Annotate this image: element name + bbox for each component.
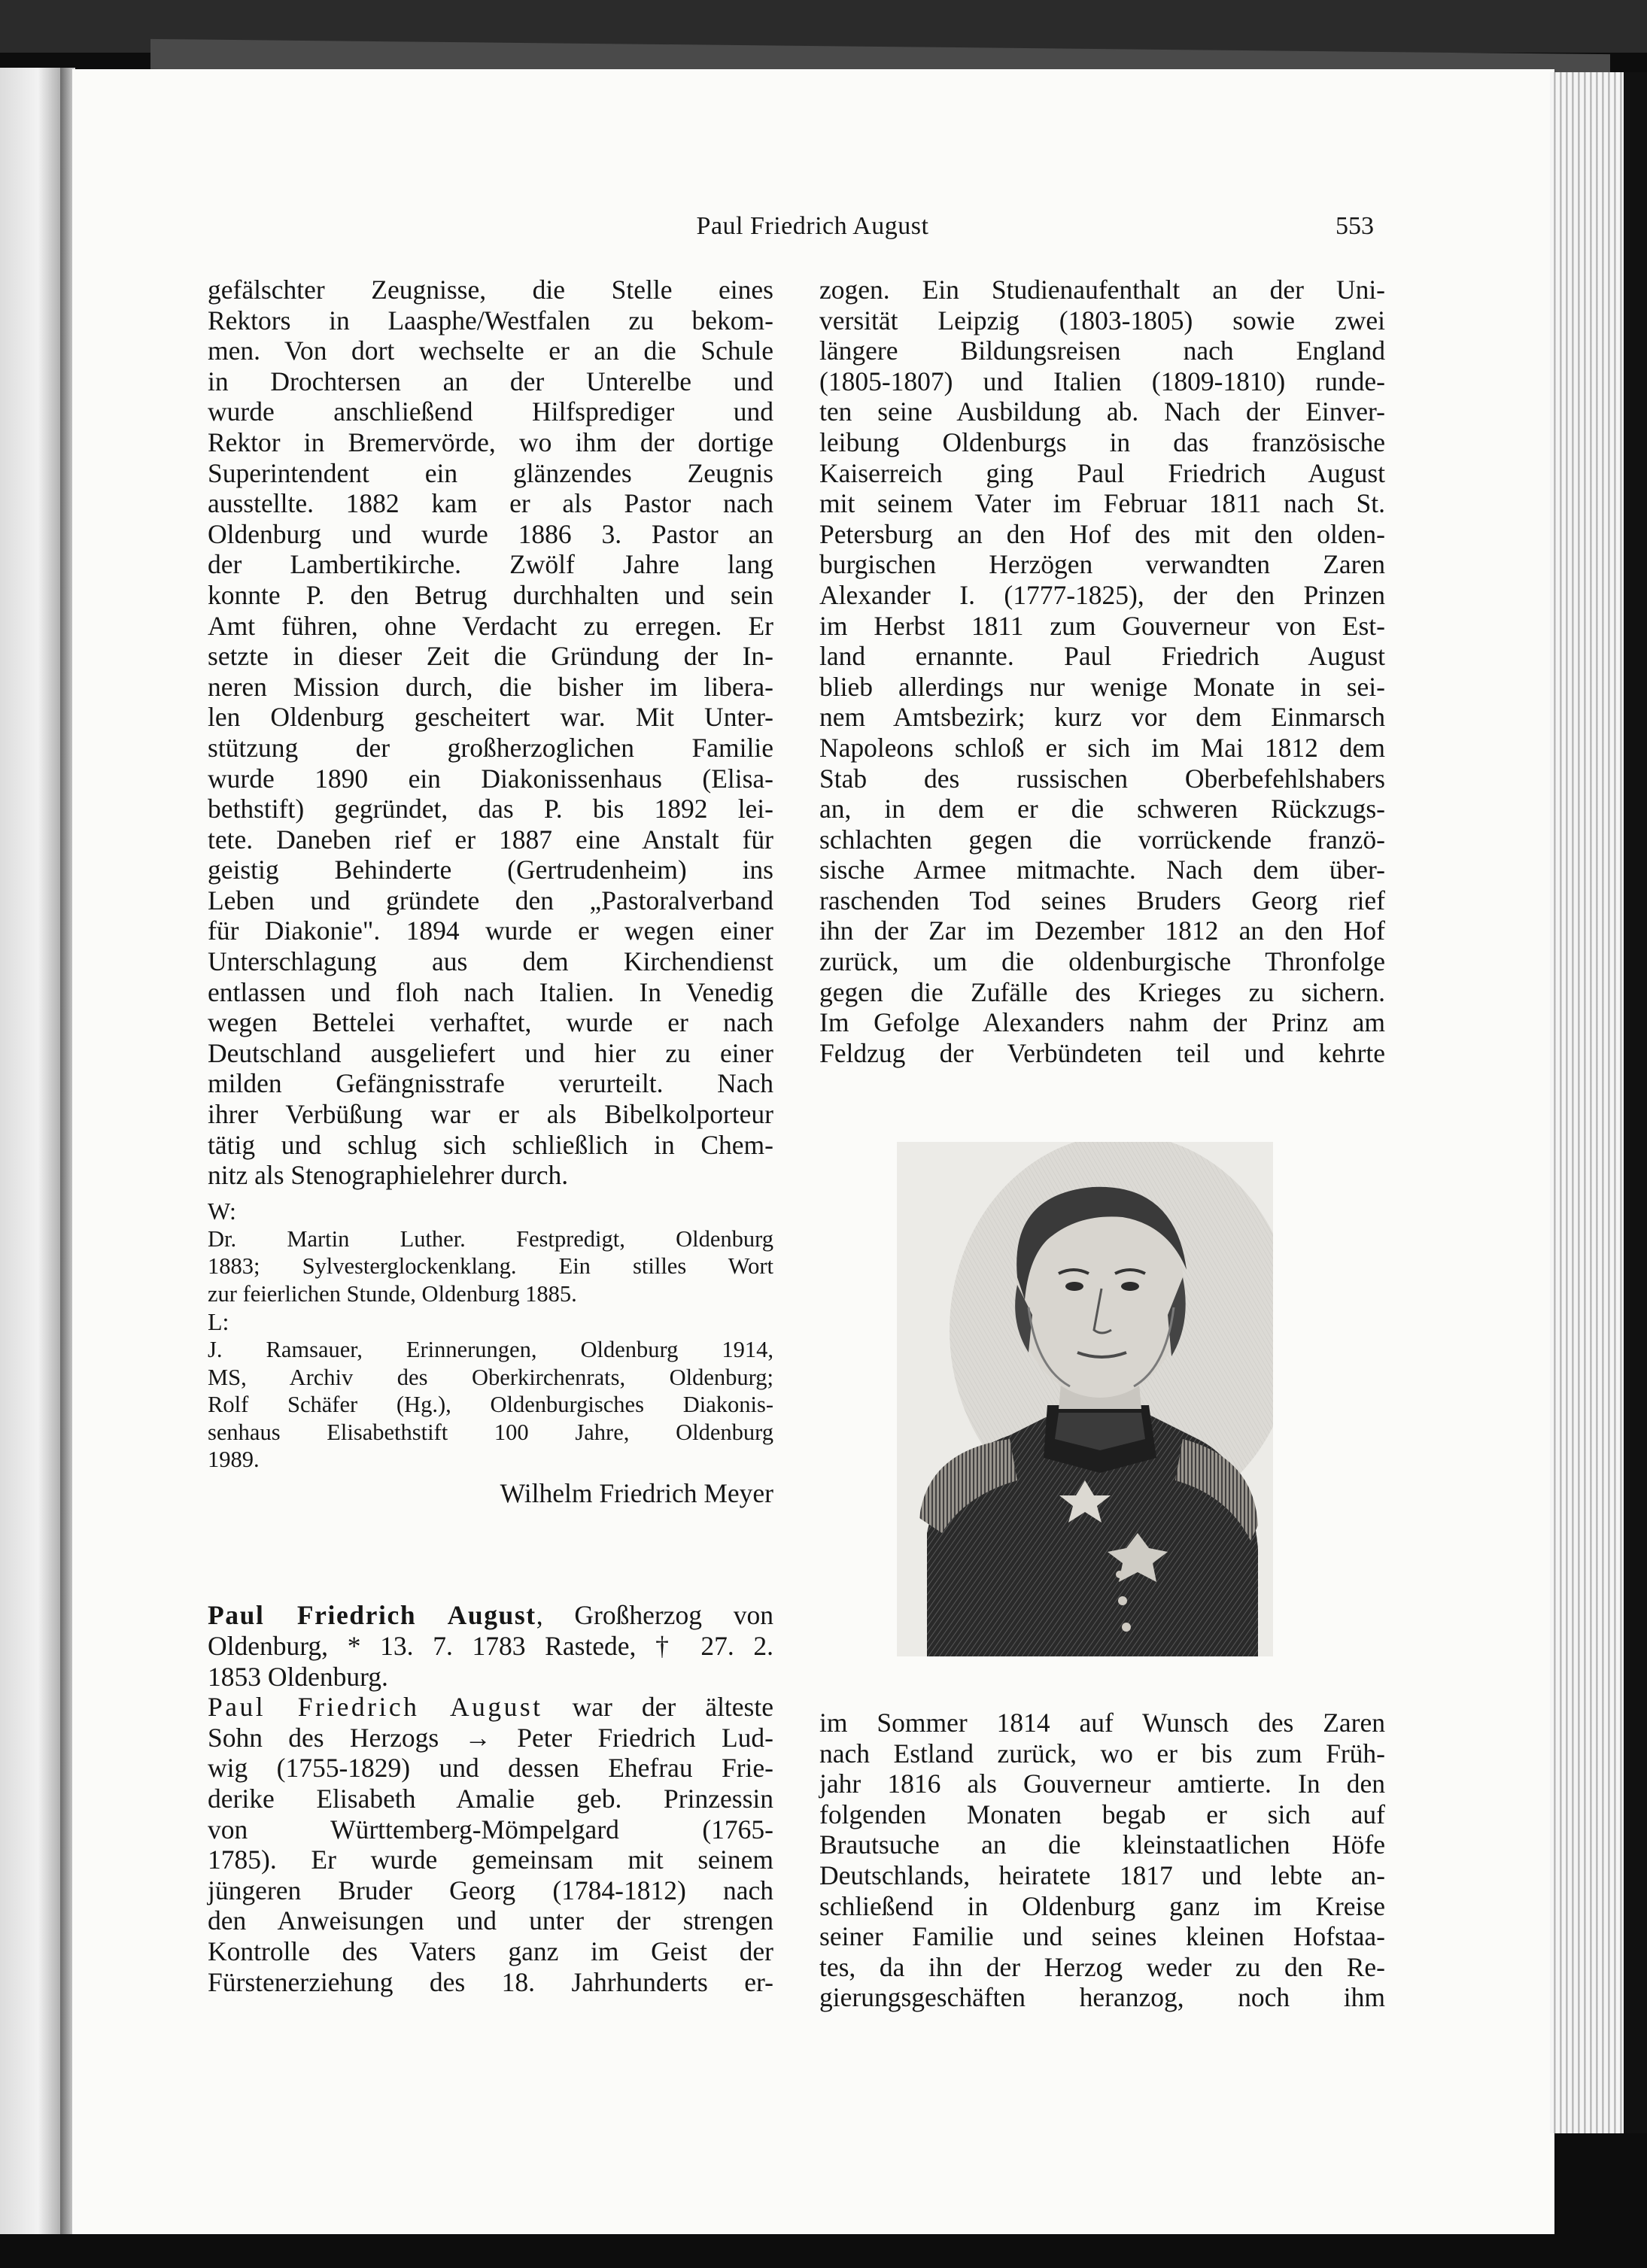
text-line: wurde 1890 ein Diakonissenhaus (Elisa- [208, 763, 773, 794]
text-line: land ernannte. Paul Friedrich August [819, 641, 1385, 672]
text-line: in Drochtersen an der Unterelbe und [208, 366, 773, 396]
text-line: Stab des russischen Oberbefehlshabers [819, 763, 1385, 794]
text-line: 1883; Sylvesterglockenklang. Ein stilles Wort [208, 1253, 773, 1280]
text-line: entlassen und floh nach Italien. In Venedig [208, 976, 773, 1007]
text-line: neren Mission durch, die bisher im libera- [208, 671, 773, 702]
text-line: Alexander I. (1777-1825), der den Prinzen [819, 579, 1385, 610]
text-line: leibung Oldenburgs in das französische [819, 427, 1385, 457]
text-line: wurde anschließend Hilfsprediger und [208, 396, 773, 427]
text-line: sische Armee mitmachte. Nach dem über- [819, 855, 1385, 885]
text-line: zurück, um die oldenburgische Thronfolge [819, 946, 1385, 977]
text-line: von Württemberg-Mömpelgard (1765- [208, 1814, 773, 1844]
entry-body-lines [208, 1723, 773, 1997]
text-line: zur feierlichen Stunde, Oldenburg 1885. [208, 1280, 577, 1307]
text-line: nem Amtsbezirk; kurz vor dem Einmarsch [819, 702, 1385, 733]
article-author: Wilhelm Friedrich Meyer [500, 1477, 773, 1508]
running-title: Paul Friedrich August [696, 212, 929, 240]
text-line: ihn der Zar im Dezember 1812 an den Hof [819, 915, 1385, 946]
entry-place: 1853 Oldenburg. [208, 1661, 388, 1692]
text-line: versität Leipzig (1803-1805) sowie zwei [819, 305, 1385, 335]
text-line: tete. Daneben rief er 1887 eine Anstalt für [208, 824, 773, 855]
text-line: Kontrolle des Vaters ganz im Geist der [208, 1936, 773, 1966]
text-line: längere Bildungsreisen nach England [819, 335, 1385, 366]
text-line: gierungsgeschäften heranzog, noch ihm [819, 1982, 1385, 2013]
left-column [208, 275, 773, 1997]
text-line: Superintendent ein glänzendes Zeugnis [208, 457, 773, 488]
text-line: bethstift) gegründet, das P. bis 1892 lei- [208, 794, 773, 824]
text-line: Feldzug der Verbündeten teil und kehrte [819, 1037, 1385, 1068]
engraved-portrait-icon [897, 1142, 1273, 1656]
text-line: ausstellte. 1882 kam er als Pastor nach [208, 488, 773, 519]
previous-page-edge [0, 68, 63, 2234]
portrait-image [897, 1142, 1273, 1656]
text-line: len Oldenburg gescheitert war. Mit Unter- [208, 702, 773, 733]
literature-label: L: [208, 1308, 229, 1336]
text-line: schließend in Oldenburg ganz im Kreise [819, 1890, 1385, 1921]
text-line: Deutschland ausgeliefert und hier zu einer [208, 1037, 773, 1068]
text-line: nach Estland zurück, wo er bis zum Früh- [819, 1738, 1385, 1769]
text-line: tes, da ihn der Herzog weder zu den Re- [819, 1951, 1385, 1982]
text-line: Im Gefolge Alexanders nahm der Prinz am [819, 1007, 1385, 1038]
edge-shadow [1624, 72, 1647, 2133]
text-line: burgischen Herzögen verwandten Zaren [819, 549, 1385, 580]
page-stack-edges [1550, 72, 1625, 2133]
text-line: Oldenburg und wurde 1886 3. Pastor an [208, 518, 773, 549]
text-line: wig (1755-1829) und dessen Ehefrau Frie- [208, 1753, 773, 1784]
text-line: geistig Behinderte (Gertrudenheim) ins [208, 855, 773, 885]
text-line: Unterschlagung aus dem Kirchendienst [208, 946, 773, 977]
entry-heading [208, 1600, 773, 1692]
text-line: ihrer Verbüßung war er als Bibelkolporteur [208, 1099, 773, 1130]
text-line: den Anweisungen und unter der strengen [208, 1905, 773, 1936]
text-line: der Lambertikirche. Zwölf Jahre lang [208, 549, 773, 580]
previous-entry-text [208, 275, 773, 1191]
text-line: Fürstenerziehung des 18. Jahrhunderts er- [208, 1966, 773, 1997]
text-line: jahr 1816 als Gouverneur amtierte. In den [819, 1769, 1385, 1799]
text-line: MS, Archiv des Oberkirchenrats, Oldenburg; [208, 1364, 773, 1390]
page-number: 553 [1336, 212, 1374, 240]
text-line: (1805-1807) und Italien (1809-1810) runde- [819, 366, 1385, 396]
text-line: seiner Familie und seines kleinen Hofstaa- [819, 1921, 1385, 1952]
text-line: blieb allerdings nur wenige Monate in sei- [819, 671, 1385, 702]
text-line: an, in dem er die schweren Rückzugs- [819, 794, 1385, 824]
text-line: Brautsuche an die kleinstaatlichen Höfe [819, 1829, 1385, 1860]
works-list [208, 1225, 773, 1308]
entry-title-rest: , Großherzog von [536, 1600, 773, 1631]
text-line: tätig und schlug sich schließlich in Chem- [208, 1129, 773, 1160]
text-line: Sohn des Herzogs → Peter Friedrich Lud- [208, 1722, 773, 1753]
right-column-bottom [819, 1708, 1385, 2013]
entry-dates: Oldenburg, * 13. 7. 1783 Rastede, † 27. 2. [208, 1631, 773, 1661]
entry-body-name: Paul Friedrich August [208, 1692, 543, 1723]
text-line: 1785). Er wurde gemeinsam mit seinem [208, 1844, 773, 1875]
text-line: raschenden Tod seines Bruders Georg rief [819, 885, 1385, 915]
text-line: Amt führen, ohne Verdacht zu erregen. Er [208, 610, 773, 641]
text-line: jüngeren Bruder Georg (1784-1812) nach [208, 1875, 773, 1905]
text-line: Rolf Schäfer (Hg.), Oldenburgisches Diakonis- [208, 1392, 773, 1418]
text-line: J. Ramsauer, Erinnerungen, Oldenburg 1914, [208, 1337, 773, 1363]
text-line: setzte in dieser Zeit die Gründung der In- [208, 641, 773, 672]
entry-body [208, 1692, 773, 1997]
text-line: im Herbst 1811 zum Gouverneur von Est- [819, 610, 1385, 641]
text-line: gegen die Zufälle des Krieges zu sichern. [819, 976, 1385, 1007]
text-line: nitz als Stenographielehrer durch. [208, 1160, 569, 1191]
text-line: Kaiserreich ging Paul Friedrich August [819, 457, 1385, 488]
text-line: zogen. Ein Studienaufenthalt an der Uni- [819, 275, 1385, 305]
right-column-top [819, 275, 1385, 1068]
text-line: mit seinem Vater im Februar 1811 nach St. [819, 488, 1385, 519]
text-line: konnte P. den Betrug durchhalten und sein [208, 579, 773, 610]
entry-name: Paul Friedrich August [208, 1600, 536, 1631]
works-label: W: [208, 1197, 236, 1225]
text-line: Leben und gründete den „Pastoralverband [208, 885, 773, 915]
text-line: Petersburg an den Hof des mit den olden- [819, 518, 1385, 549]
text-line: für Diakonie". 1894 wurde er wegen einer [208, 915, 773, 946]
text-line: wegen Bettelei verhaftet, wurde er nach [208, 1007, 773, 1038]
text-line: Deutschlands, heiratete 1817 und lebte an- [819, 1860, 1385, 1890]
text-line: 1989. [208, 1447, 260, 1473]
text-line: men. Von dort wechselte er an die Schule [208, 335, 773, 366]
text-line: gefälschter Zeugnisse, die Stelle eines [208, 275, 773, 305]
text-line: senhaus Elisabethstift 100 Jahre, Oldenburg [208, 1419, 773, 1445]
text-line: Rektor in Bremervörde, wo ihm der dortige [208, 427, 773, 457]
text-line: schlachten gegen die vorrückende franzö- [819, 824, 1385, 855]
text-line: milden Gefängnisstrafe verurteilt. Nach [208, 1068, 773, 1099]
text-line: im Sommer 1814 auf Wunsch des Zaren [819, 1708, 1385, 1738]
entry-body-first-rest: war der älteste [542, 1692, 773, 1723]
literature-list [208, 1336, 773, 1474]
text-line: Napoleons schloß er sich im Mai 1812 dem [819, 732, 1385, 763]
text-line: ten seine Ausbildung ab. Nach der Einver- [819, 396, 1385, 427]
text-line: derike Elisabeth Amalie geb. Prinzessin [208, 1783, 773, 1814]
text-line: Dr. Martin Luther. Festpredigt, Oldenburg [208, 1225, 773, 1252]
text-line: Rektors in Laasphe/Westfalen zu bekom- [208, 305, 773, 335]
text-line: folgenden Monaten begab er sich auf [819, 1799, 1385, 1829]
text-line: stützung der großherzoglichen Familie [208, 732, 773, 763]
